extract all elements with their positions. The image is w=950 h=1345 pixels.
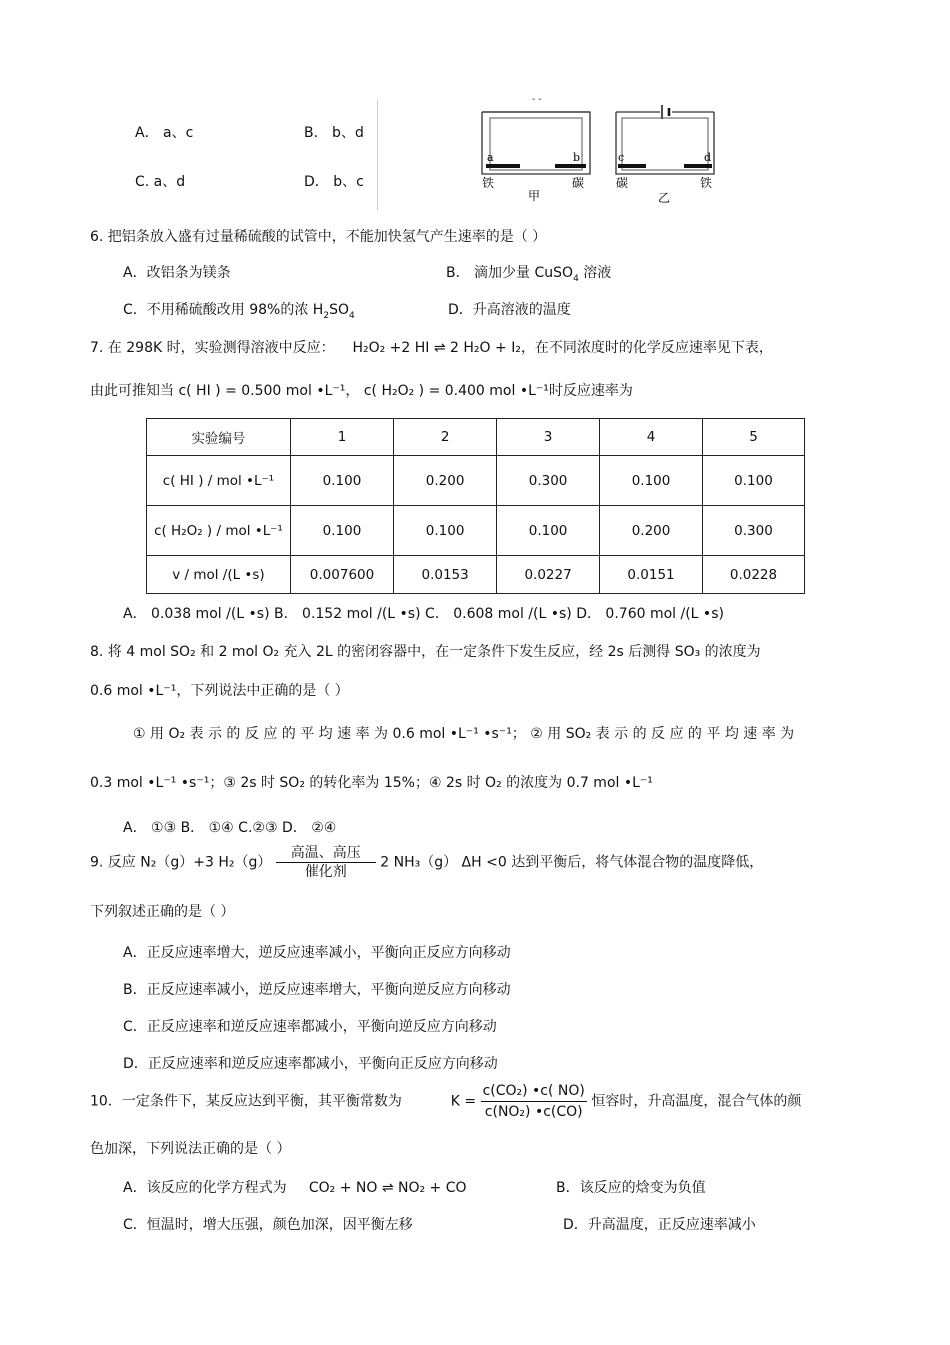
q5-option-c: C. a、d — [135, 174, 186, 190]
q9-option-c: C．正反应速率和逆反应速率都减小，平衡向逆反应方向移动 — [123, 1019, 497, 1035]
q5-option-b: B． b、d — [304, 125, 364, 141]
q8-line1: 8. 将 4 mol SO₂ 和 2 mol O₂ 充入 2L 的密闭容器中，在一定条件下发生反应，经 2s 后测得 SO₃ 的浓度为 — [90, 644, 761, 660]
q10-option-b: B．该反应的焓变为负值 — [556, 1180, 706, 1196]
table-cell: 0.300 — [497, 456, 600, 506]
q8-options: A． ①③ B． ①④ C.②③ D． ②④ — [123, 820, 337, 836]
q10-stem: 10．一定条件下，某反应达到平衡，其平衡常数为 K = $\frac{\text{c(CO₂) •c( NO)}}{\text{c(NO₂) •c(CO)}}$ 恒容时，升高温度，混合气体的颜 — [90, 1083, 802, 1120]
table-header-cell: 5 — [703, 419, 805, 456]
table-row — [147, 456, 805, 506]
rate-table — [146, 418, 805, 594]
table-cell: 0.200 — [394, 456, 497, 506]
q8-line4: 0.3 mol •L⁻¹ •s⁻¹；③ 2s 时 SO₂ 的转化率为 15%；④ 2s 时 O₂ 的浓度为 0.7 mol •L⁻¹ — [90, 775, 653, 791]
q9-stem: 9. 反应 N₂（g）+3 H₂（g） 高温、高压 催化剂 2 NH₃（g） ΔH <0 达到平衡后，将气体混合物的温度降低， — [90, 845, 764, 880]
q8-line2: 0.6 mol •L⁻¹，下列说法中正确的是（ ） — [90, 683, 349, 699]
label-a: a — [487, 151, 494, 164]
label-carbon-jia: 碳 — [572, 176, 585, 190]
cell-yi — [616, 105, 714, 205]
figure-top-mark: - - — [532, 94, 542, 105]
table-cell: 0.100 — [290, 456, 393, 506]
reaction-condition-arrow: 高温、高压 催化剂 — [276, 846, 376, 879]
cell-jia — [482, 112, 590, 203]
q6-option-b: B． 滴加少量 CuSO$_4$ 溶液 — [446, 265, 612, 284]
q10-option-c: C．恒温时，增大压强，颜色加深，因平衡左移 — [123, 1217, 413, 1233]
q7-options: A． 0.038 mol /(L •s) B． 0.152 mol /(L •s) C． 0.608 mol /(L •s) D． 0.760 mol /(L •s) — [123, 606, 724, 622]
q5-option-d: D． b、c — [304, 174, 364, 190]
table-header-cell: 实验编号 — [147, 419, 291, 456]
table-row — [147, 556, 805, 594]
caption-jia: 甲 — [528, 189, 541, 203]
table-cell: 0.100 — [394, 506, 497, 556]
table-cell: 0.300 — [703, 506, 805, 556]
table-header-row — [147, 419, 805, 456]
table-row — [147, 506, 805, 556]
q10-line2: 色加深，下列说法正确的是（ ） — [90, 1141, 291, 1157]
table-cell: 0.100 — [703, 456, 805, 506]
table-cell: 0.100 — [600, 456, 703, 506]
column-divider — [377, 100, 378, 210]
q7-line2: 由此可推知当 c( HI ) = 0.500 mol •L⁻¹， c( H₂O₂ ) = 0.400 mol •L⁻¹时反应速率为 — [90, 383, 633, 399]
table-header-cell: 4 — [600, 419, 703, 456]
label-iron-jia: 铁 — [482, 176, 495, 190]
label-c: c — [618, 151, 625, 164]
q10-option-a: A．该反应的化学方程式为 CO₂ + NO ⇌ NO₂ + CO — [123, 1180, 467, 1196]
q9-line2: 下列叙述正确的是（ ） — [90, 904, 235, 920]
table-cell: 0.0151 — [600, 556, 703, 594]
q8-line3: ① 用 O₂ 表 示 的 反 应 的 平 均 速 率 为 0.6 mol •L⁻¹ •s⁻¹； ② 用 SO₂ 表 示 的 反 应 的 平 均 速 率 为 — [133, 726, 795, 742]
label-d: d — [704, 151, 712, 164]
table-cell: 0.0153 — [394, 556, 497, 594]
q7-stem: 7. 在 298K 时，实验测得溶液中反应： H₂O₂ +2 HI ⇌ 2 H₂O + I₂，在不同浓度时的化学反应速率见下表， — [90, 340, 773, 356]
table-cell: 0.0227 — [497, 556, 600, 594]
table-cell: 0.200 — [600, 506, 703, 556]
electrochem-figure — [470, 92, 730, 207]
q5-option-a: A． a、c — [135, 125, 194, 141]
q6-stem: 6. 把铝条放入盛有过量稀硫酸的试管中，不能加快氢气产生速率的是（ ） — [90, 229, 547, 245]
q9-option-a: A．正反应速率增大，逆反应速率减小，平衡向正反应方向移动 — [123, 945, 511, 961]
q10-option-d: D．升高温度，正反应速率减小 — [563, 1217, 756, 1233]
q6-option-c: C．不用稀硫酸改用 98%的浓 $H_2SO_4$ — [123, 302, 355, 321]
table-header-cell: 2 — [394, 419, 497, 456]
q9-option-b: B．正反应速率减小，逆反应速率增大，平衡向逆反应方向移动 — [123, 982, 511, 998]
table-cell: v / mol /(L •s) — [147, 556, 291, 594]
table-cell: 0.0228 — [703, 556, 805, 594]
table-cell: 0.100 — [290, 506, 393, 556]
label-b: b — [573, 151, 581, 164]
table-header-cell: 3 — [497, 419, 600, 456]
label-iron-yi: 铁 — [700, 176, 713, 190]
label-carbon-yi: 碳 — [616, 176, 629, 190]
q9-option-d: D．正反应速率和逆反应速率都减小，平衡向正反应方向移动 — [123, 1056, 498, 1072]
caption-yi: 乙 — [658, 191, 671, 205]
table-cell: 0.100 — [497, 506, 600, 556]
q6-option-d: D．升高溶液的温度 — [448, 302, 571, 318]
equilibrium-constant-fraction: $\frac{\text{c(CO₂) •c( NO)}}{\text{c(NO₂) •c(CO)}}$ — [482, 1083, 585, 1120]
table-cell: 0.007600 — [290, 556, 393, 594]
table-header-cell: 1 — [290, 419, 393, 456]
q6-option-a: A．改铝条为镁条 — [123, 265, 231, 281]
table-cell: c( HI ) / mol •L⁻¹ — [147, 456, 291, 506]
table-cell: c( H₂O₂ ) / mol •L⁻¹ — [147, 506, 291, 556]
equilibrium-arrow: ⇌ — [433, 340, 446, 356]
